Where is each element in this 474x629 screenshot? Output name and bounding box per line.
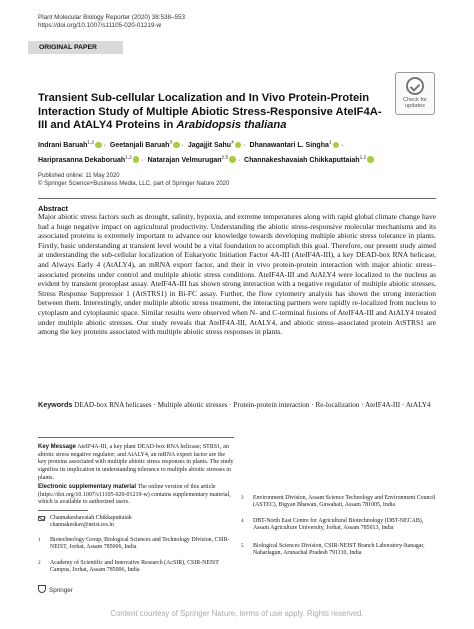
affiliation-text: Biological Sciences Division, CSIR-NEIST Branch Laboratory-Itanagar, Naharlagun, Arunachal Pradesh 791110, India — [253, 543, 425, 557]
author-affiliation: 4 — [231, 141, 234, 146]
author-entry[interactable] — [110, 142, 180, 149]
author-affiliation: 1,2 — [125, 155, 132, 161]
courtesy-notice: Content courtesy of Springer Nature, terms of use apply. Rights reserved. — [110, 609, 364, 618]
check-circle-icon — [406, 77, 424, 95]
author-entry[interactable] — [244, 157, 374, 164]
divider — [38, 437, 234, 438]
supplementary-link[interactable]: https://doi.org/10.1007/s11105-020-01219-w — [40, 491, 148, 498]
article-title — [38, 92, 383, 133]
keywords-label: Keywords — [38, 400, 73, 409]
author-separator: · — [103, 142, 106, 150]
affiliation-number: 2 — [38, 560, 41, 566]
author-entry[interactable] — [38, 142, 102, 149]
author-name: Jagajjit Sahu — [187, 142, 232, 150]
author-name: Geetanjali Baruah — [109, 142, 170, 150]
affiliation-number: 3 — [241, 495, 244, 501]
keywords — [38, 400, 436, 411]
author-entry[interactable] — [38, 157, 139, 164]
publication-meta — [38, 172, 229, 189]
copyright-notice: © Springer Science+Business Media, LLC, part of Springer Nature 2020 — [38, 181, 230, 188]
author-affiliation: 2,5 — [221, 155, 229, 161]
affiliation-text: DBT-North East Centre for Agricultural Biotechnology (DBT-NECAB), Assam Agriculture University, Jorhat, Assam 785013, India — [253, 518, 424, 532]
author-list — [38, 138, 438, 167]
corresponding-author — [38, 515, 234, 529]
journal-header — [38, 14, 185, 30]
author-affiliation: 3 — [169, 141, 173, 146]
affiliation-3 — [241, 495, 437, 509]
affiliation-text: Environment Division, Assam Science Technology and Environment Council (ASTEC), Bigyan Bhawan, Guwahati, Assam 781005, India — [253, 495, 436, 509]
author-name: Channakeshavaiah Chikkaputtaiah — [244, 156, 360, 164]
journal-citation: Plant Molecular Biology Reporter (2020) 38:538–553 — [38, 14, 186, 21]
check-for-updates-label: Check for updates — [403, 97, 427, 110]
author-name: Indrani Baruah — [38, 142, 88, 150]
article-title-species: Arabidopsis thaliana — [176, 119, 287, 132]
supplementary-material — [38, 484, 234, 507]
key-message-label: Key Message — [38, 444, 77, 450]
affiliation-number: 1 — [38, 537, 41, 543]
abstract-heading: Abstract — [38, 204, 68, 213]
publisher-mark — [38, 585, 73, 594]
author-separator: · — [243, 142, 246, 150]
affiliation-number: 5 — [241, 543, 244, 549]
orcid-icon[interactable] — [95, 142, 102, 149]
author-name: Hariprasanna Dekaboruah — [38, 156, 126, 164]
author-separator: · — [181, 142, 184, 150]
key-message-text: AteIF4A-III, a key plant DEAD-box RNA helicase; STRS1, an abiotic stress negative regulator; and AtALY4, an mRNA export factor are the key proteins associated with multiple abiotic stress responses in plants. The study signifies its implication in understanding tolerance to multiple abiotic stresses in plants. — [38, 444, 234, 481]
affiliation-5 — [241, 543, 437, 557]
affiliation-text: Biotechnology Group, Biological Sciences and Technology Division, CSIR-NEIST, Jorhat, Assam 785006, India — [50, 537, 230, 551]
publisher-name: Springer — [49, 587, 73, 594]
springer-horse-icon — [38, 585, 46, 593]
corresponding-author-text: Channakeshavaiah Chikkaputtaiah channakeshav@neist.res.in — [50, 515, 132, 529]
affiliation-text: Academy of Scientific and Innovative Research (AcSIR), CSIR-NEIST Campus, Jorhat, Assam 785006, India — [50, 560, 219, 574]
affiliation-1 — [38, 537, 234, 551]
affiliation-number: 4 — [241, 518, 244, 524]
check-for-updates-badge[interactable] — [395, 72, 435, 115]
affiliation-2 — [38, 560, 234, 574]
author-entry[interactable] — [188, 142, 241, 149]
article-title-main: Transient Sub-cellular Localization and In Vivo Protein-Protein Interaction Study of Multiple Abiotic Stress-Responsive AteIF4A-III and AtALY4 Proteins in — [38, 92, 382, 132]
author-separator: · — [237, 156, 241, 164]
divider — [38, 198, 436, 199]
footnote-divider — [38, 510, 88, 511]
orcid-icon[interactable] — [229, 156, 236, 163]
key-message — [38, 444, 234, 483]
keywords-text: DEAD-box RNA helicases · Multiple abiotic stresses · Protein-protein interaction · Re-localization · AteIF4A-III · AtALY4 — [74, 401, 431, 409]
author-name: Natarajan Velmurugan — [147, 156, 222, 164]
envelope-icon — [38, 516, 45, 521]
author-separator: · — [341, 142, 344, 150]
supplementary-text-2: ) contains supplementary material, which is available to authorized users. — [38, 491, 231, 506]
supplementary-text-1: The online version of this article ( — [38, 484, 216, 498]
author-affiliation: 1,2 — [87, 141, 95, 146]
doi-link[interactable]: https://doi.org/10.1007/s11105-020-01219-w — [38, 22, 161, 29]
author-name: Dhanawantari L. Singha — [249, 142, 329, 150]
abstract-text: Major abiotic stress factors such as drought, salinity, hypoxia, and extreme temperatures along with rapid global climate change have had a huge negative impact on agricultural productivity. Understanding the abiotic stress-responsive molecular mechanisms and its associated proteins is extremely important to advance our knowledge towards developing multiple abiotic stress tolerance in plants. Firstly, basic understanding at transient level would be a vital foundation to accomplish this goal. Therefore, our present study aimed at understanding the sub-cellular localization of Eukaryotic Initiation Factor 4A-III (AteIF4A-III), a key DEAD-box RNA helicase, and Always Early 4 (AtALY4), an mRNA export factor, and their in vivo protein-protein interaction with major abiotic stress–associated proteins under control and multiple abiotic stress conditions. AteIF4A-III and AtALY4 were localized to the nucleus as evident by transient protoplast assay. AteIF4A-III has shown strong interaction with a negative regulator of multiple abiotic stresses, Stress Response Suppressor 1 (AtSTRS1) in Bi-FC assay. Further, the flow cytometry analysis has shown the strong interaction between them. Interestingly, under multiple abiotic stress treatment, the interacting partners were rapidly re-localized from nucleus to cytoplasm and cytoplasmic space. Similar results were observed when N- and C-terminal fusions of AteIF4A-III and AtALY4 treated under multiple abiotic stresses. Our study reveals that AteIF4A-III, AtALY4, and abiotic stress–associated protein AtSTRS1 are among the key proteins associated with multiple abiotic stress responses in plants. — [38, 212, 436, 337]
author-separator: · — [141, 156, 144, 164]
orcid-icon[interactable] — [173, 142, 180, 149]
author-affiliation: 1,2 — [359, 155, 367, 161]
supplementary-label: Electronic supplementary material — [38, 484, 137, 490]
author-entry[interactable] — [250, 142, 340, 149]
author-entry[interactable] — [148, 157, 236, 164]
author-affiliation: 1 — [328, 141, 332, 146]
orcid-icon[interactable] — [367, 156, 374, 163]
paper-type-label: ORIGINAL PAPER — [28, 41, 123, 54]
affiliation-4 — [241, 518, 437, 532]
published-date: Published online: 11 May 2020 — [38, 173, 120, 179]
